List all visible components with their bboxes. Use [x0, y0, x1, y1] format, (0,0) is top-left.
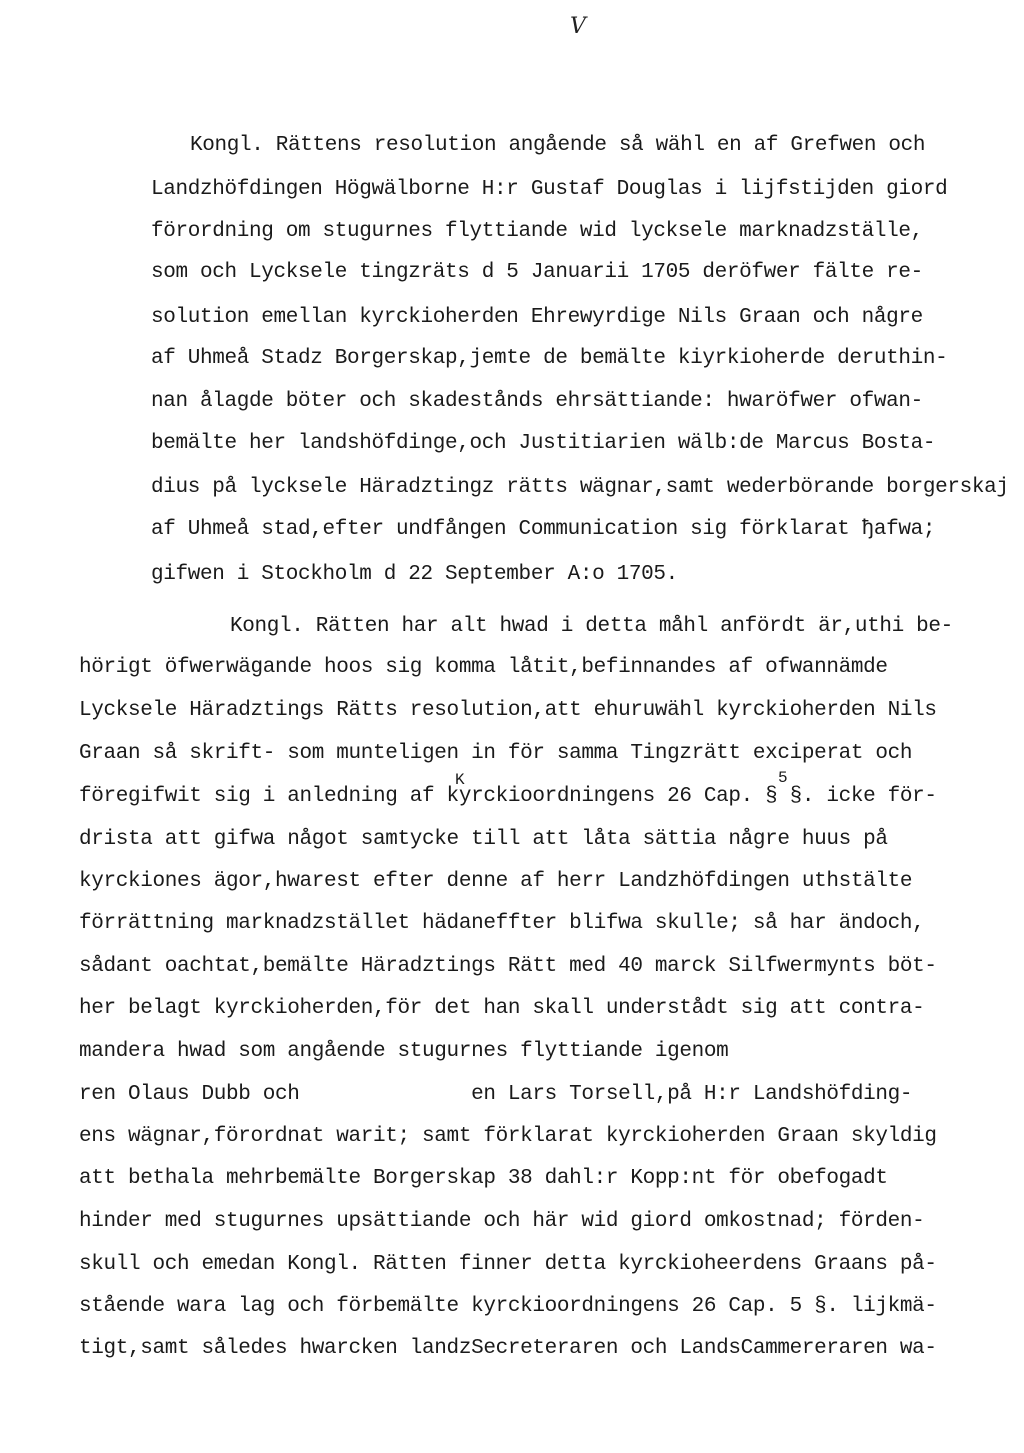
- p1-line: bemälte her landshöfdinge,och Justitiarien wälb:de Marcus Bosta-: [151, 432, 936, 455]
- p2-line: stående wara lag och förbemälte kyrckioordningens 26 Cap. 5 §. lijkmä-: [79, 1295, 937, 1318]
- p1-line: som och Lycksele tingzräts d 5 Januarii 1705 deröfwer fälte re-: [151, 261, 923, 284]
- p1-line: Landzhöfdingen Högwälborne H:r Gustaf Douglas i lijfstijden giord: [151, 178, 948, 201]
- p2-line: drista att gifwa något samtycke till att låta sättia någre huus på: [79, 828, 888, 851]
- superscript-5: 5: [778, 769, 788, 787]
- p1-line: solution emellan kyrckioherden Ehrewyrdige Nils Graan och någre: [151, 306, 923, 329]
- p1-line: gifwen i Stockholm d 22 September A:o 1705.: [151, 563, 678, 586]
- p1-line: förordning om stugurnes flyttiande wid lycksele marknadzställe,: [151, 220, 923, 243]
- p2-line: skull och emedan Kongl. Rätten finner detta kyrckioheerdens Graans på-: [79, 1253, 937, 1276]
- p2-line: föregifwit sig i anledning af kyrckioordningens 26 Cap. § §. icke för-: [79, 785, 937, 808]
- p1-line: af Uhmeå stad,efter undfången Communication sig förklarat ђafwa;: [151, 518, 936, 541]
- p1-line: nan ålagde böter och skadestånds ehrsättiande: hwaröfwer ofwan-: [151, 390, 923, 413]
- superscript-k: K: [455, 771, 465, 789]
- p1-line: af Uhmeå Stadz Borgerskap,jemte de bemälte kiyrkioherde deruthin-: [151, 347, 948, 370]
- p1-line: dius på lycksele Häradztingz rätts wägnar,samt wederbörande borgerskaj: [151, 476, 1009, 499]
- p2-line: ens wägnar,förordnat warit; samt förklarat kyrckioherden Graan skyldig: [79, 1125, 937, 1148]
- p2-line: förrättning marknadzstället hädaneffter blifwa skulle; så har ändoch,: [79, 912, 925, 935]
- p2-line: Graan så skrift- som munteligen in för samma Tingzrätt exciperat och: [79, 742, 913, 765]
- page-marker: V: [570, 14, 586, 39]
- p2-line: att bethala mehrbemälte Borgerskap 38 dahl:r Kopp:nt för obefogadt: [79, 1167, 888, 1190]
- p2-line: her belagt kyrckioherden,för det han skall understådt sig att contra-: [79, 997, 925, 1020]
- p2-line: Kongl. Rätten har alt hwad i detta måhl anfördt är,uthi be-: [230, 615, 953, 638]
- p2-line: Lycksele Häradztings Rätts resolution,att ehuruwähl kyrckioherden Nils: [79, 699, 937, 722]
- p2-line: mandera hwad som angående stugurnes flyttiande igenom: [79, 1040, 729, 1063]
- p2-line: hörigt öfwerwägande hoos sig komma låtit,befinnandes af ofwannämde: [79, 656, 888, 679]
- p1-line: Kongl. Rättens resolution angående så wähl en af Grefwen och: [190, 134, 926, 157]
- p2-line: kyrckiones ägor,hwarest efter denne af herr Landzhöfdingen uthstälte: [79, 870, 913, 893]
- p2-line: ren Olaus Dubb och en Lars Torsell,på H:r Landshöfding-: [79, 1083, 913, 1106]
- p2-line: hinder med stugurnes upsättiande och här wid giord omkostnad; förden-: [79, 1210, 925, 1233]
- p2-line: tigt,samt således hwarcken landzSecreteraren och LandsCammereraren wa-: [79, 1337, 937, 1360]
- p2-line: sådant oachtat,bemälte Häradztings Rätt med 40 marck Silfwermynts böt-: [79, 955, 937, 978]
